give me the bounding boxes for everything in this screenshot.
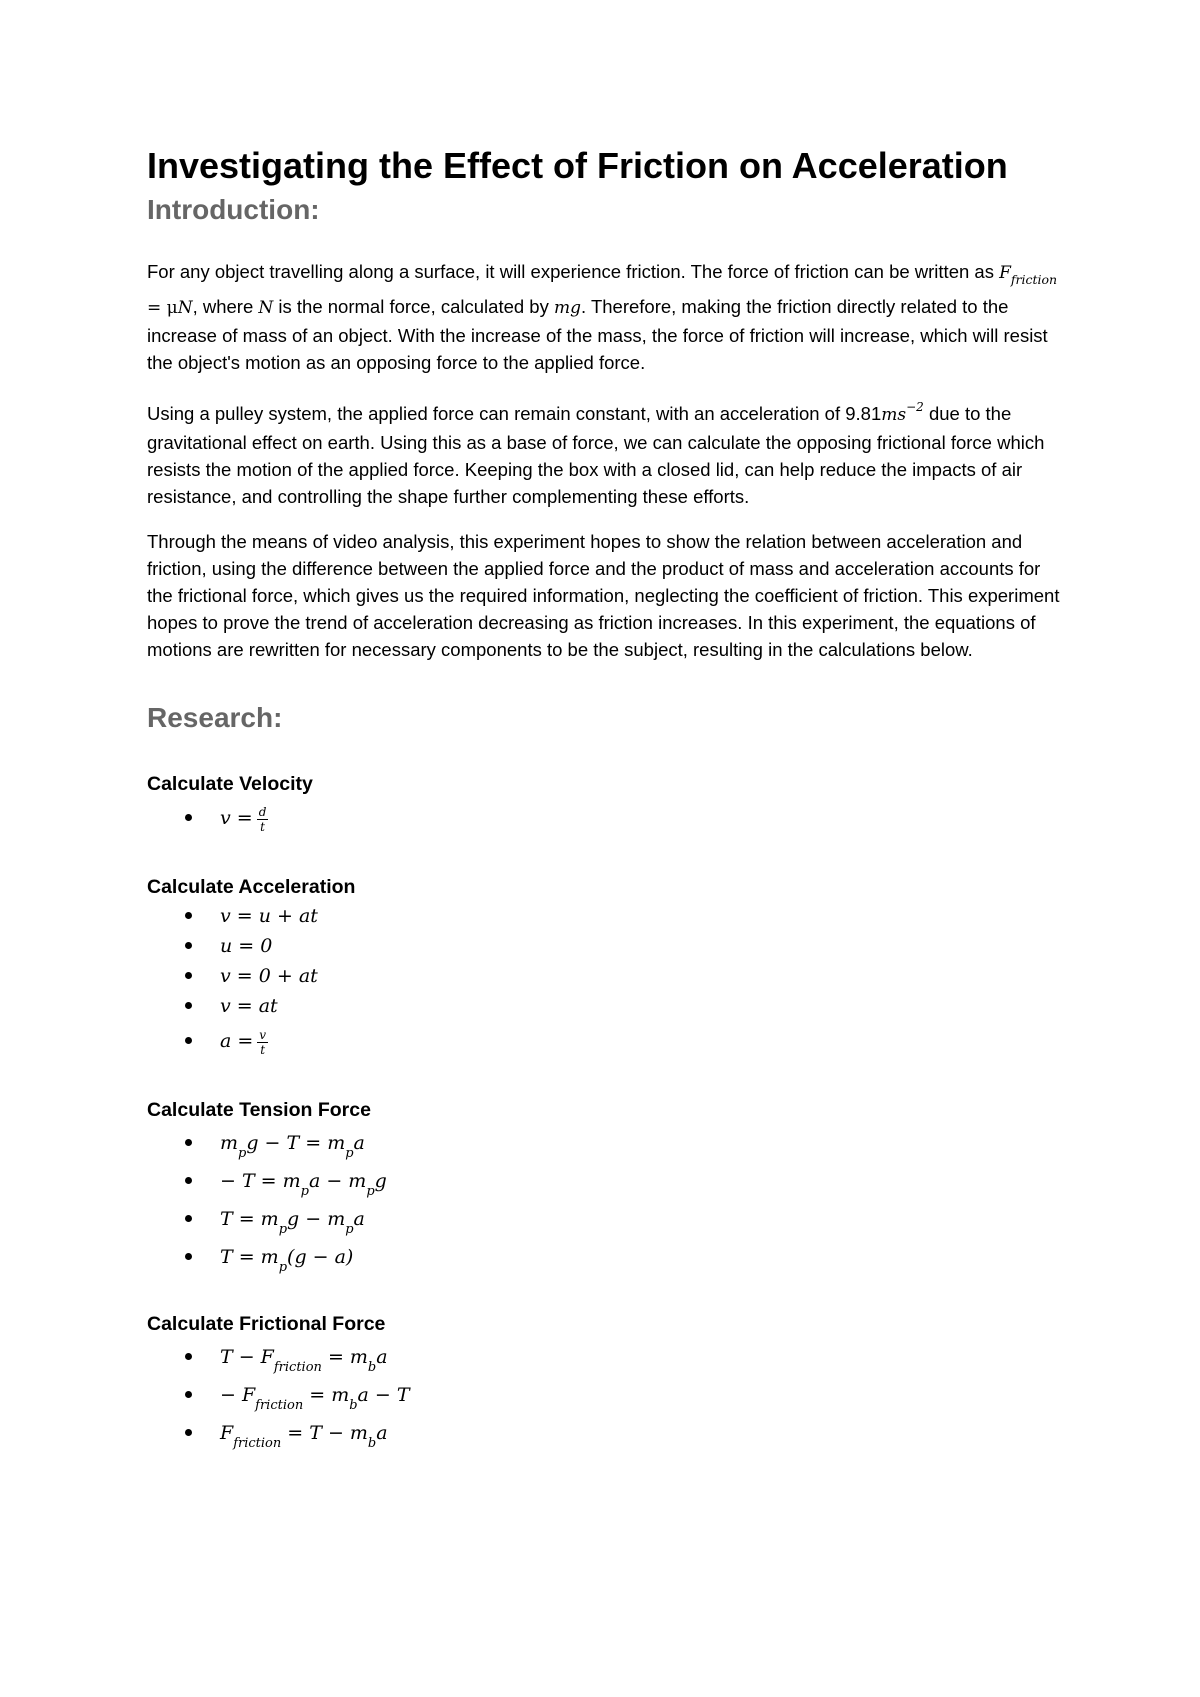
tension-equation-list — [147, 1124, 1067, 1276]
eq-part: m — [220, 1132, 239, 1154]
intro-paragraph-2 — [147, 394, 1067, 510]
eq-subscript: friction — [233, 1436, 282, 1451]
acceleration-subheading: Calculate Acceleration — [147, 876, 356, 898]
intro-p1-text-c: is the normal force, calculated by — [273, 296, 554, 317]
bullet-icon — [185, 942, 192, 949]
eq-part: a − T — [357, 1384, 410, 1406]
velocity-eq-1 — [220, 804, 268, 834]
bullet-icon — [185, 912, 192, 919]
list-item — [147, 1200, 1067, 1238]
bullet-icon — [185, 1253, 192, 1260]
tension-subheading: Calculate Tension Force — [147, 1099, 371, 1121]
eq-subscript: p — [238, 1146, 247, 1161]
document-content — [147, 140, 1067, 1452]
mg-symbol: mg — [553, 298, 581, 318]
bullet-icon — [185, 1037, 192, 1044]
eq-part: − T = m — [220, 1170, 301, 1192]
document-title: Investigating the Effect of Friction on Acceleration — [147, 145, 1008, 186]
acceleration-equation-list — [147, 901, 1067, 1061]
eq-subscript: b — [349, 1398, 358, 1413]
eq-part: T − F — [220, 1346, 274, 1368]
fraction-numerator: d — [258, 804, 267, 819]
list-item — [147, 798, 1067, 838]
normal-force-symbol-2: N — [258, 298, 274, 318]
list-item — [147, 1376, 1067, 1414]
eq-part: − F — [220, 1384, 256, 1406]
list-item — [147, 1021, 1067, 1061]
intro-paragraph-3: Through the means of video analysis, this experiment hopes to show the relation between acceleration and friction, using the difference between the applied force and the product of mass and acceleration accounts for the frictional force, which gives us the required information, neglecting the coefficient of friction. This experiment hopes to prove the trend of acceleration decreasing as friction increases. In this experiment, the equations of motions are rewritten for necessary components to be the subject, resulting in the calculations below. — [147, 531, 1060, 660]
acceleration-eq-3: v = 0 + at — [220, 965, 318, 987]
eq-subscript: p — [366, 1184, 375, 1199]
eq-part: = m — [303, 1384, 350, 1406]
eq-part: a — [376, 1422, 388, 1444]
eq-subscript: b — [367, 1436, 377, 1451]
bullet-icon — [185, 814, 192, 821]
list-item — [147, 1338, 1067, 1376]
intro-p2-text-a: Using a pulley system, the applied force can remain constant, with an acceleration of 9.81 — [147, 403, 882, 424]
bullet-icon — [185, 1002, 192, 1009]
fraction — [257, 805, 269, 834]
eq-part: g − T = m — [246, 1132, 346, 1154]
fraction — [257, 1028, 268, 1057]
eq-part: a — [376, 1346, 388, 1368]
friction-eq-3 — [220, 1422, 388, 1451]
bullet-icon — [185, 1139, 192, 1146]
list-item — [147, 1238, 1067, 1276]
eq-subscript: p — [278, 1260, 288, 1275]
fraction-denominator: t — [260, 1042, 266, 1057]
tension-eq-1 — [220, 1132, 365, 1161]
list-item — [147, 901, 1067, 931]
eq-subscript: friction — [273, 1360, 322, 1375]
eq-part: F — [220, 1422, 234, 1444]
acceleration-eq-1: v = u + at — [220, 905, 318, 927]
bullet-icon — [185, 1391, 192, 1398]
eq-part: g − m — [287, 1208, 346, 1230]
fraction-denominator: t — [260, 819, 265, 834]
intro-p1-text-d: . Therefore, making the friction directly related to the increase of mass of an object. With the increase of the mass, the force of friction will increase, which will resist the object's motion as an opposing force to the applied force. — [147, 296, 1048, 373]
friction-subheading: Calculate Frictional Force — [147, 1313, 386, 1335]
friction-equation-rest: = μ — [147, 298, 178, 318]
list-item — [147, 1414, 1067, 1452]
acceleration-eq-5 — [220, 1027, 268, 1057]
introduction-heading: Introduction: — [147, 194, 320, 225]
intro-p1-text-a: For any object travelling along a surface, it will experience friction. The force of friction can be written as — [147, 261, 1000, 282]
list-item — [147, 931, 1067, 961]
friction-equation-list — [147, 1338, 1067, 1452]
friction-eq-2 — [220, 1384, 410, 1413]
intro-paragraph-1 — [147, 258, 1067, 376]
eq-part: a — [353, 1208, 365, 1230]
acceleration-eq-5-lhs: a = — [220, 1030, 254, 1052]
friction-force-symbol: F — [999, 263, 1011, 283]
eq-part: g — [374, 1170, 387, 1192]
friction-subscript: friction — [1010, 272, 1058, 287]
eq-part: T = m — [220, 1246, 279, 1268]
list-item — [147, 991, 1067, 1021]
bullet-icon — [185, 1177, 192, 1184]
eq-part: = T − m — [281, 1422, 368, 1444]
list-item — [147, 1124, 1067, 1162]
eq-subscript: p — [345, 1146, 354, 1161]
eq-part: a − m — [308, 1170, 367, 1192]
eq-subscript: b — [367, 1360, 377, 1375]
eq-part: a — [353, 1132, 365, 1154]
normal-force-symbol: N — [177, 298, 193, 318]
bullet-icon — [185, 1215, 192, 1222]
eq-part: T = m — [220, 1208, 279, 1230]
fraction-numerator: v — [259, 1027, 267, 1042]
bullet-icon — [185, 1353, 192, 1360]
friction-eq-1 — [220, 1346, 388, 1375]
velocity-subheading: Calculate Velocity — [147, 773, 313, 795]
bullet-icon — [185, 972, 192, 979]
list-item — [147, 961, 1067, 991]
tension-eq-2 — [220, 1170, 387, 1199]
bullet-icon — [185, 1429, 192, 1436]
velocity-equation-list — [147, 798, 1067, 838]
ms-exponent: −2 — [906, 400, 924, 414]
velocity-eq-1-lhs: v = — [220, 807, 253, 829]
tension-eq-4 — [220, 1246, 354, 1275]
acceleration-eq-2: u = 0 — [220, 935, 273, 957]
eq-part: = m — [321, 1346, 368, 1368]
eq-subscript: p — [278, 1222, 288, 1237]
research-heading: Research: — [147, 702, 283, 733]
ms-unit: ms — [881, 405, 907, 425]
tension-eq-3 — [220, 1208, 365, 1237]
eq-subscript: p — [300, 1184, 309, 1199]
intro-p2-text-b: due to the gravitational effect on earth. Using this as a base of force, we can calculate the opposing frictional force which resists the motion of the applied force. Keeping the box with a closed lid, can help reduce the impacts of air resistance, and controlling the shape further complementing these efforts. — [147, 403, 1045, 507]
acceleration-eq-4: v = at — [220, 995, 278, 1017]
list-item — [147, 1162, 1067, 1200]
eq-part: (g − a) — [287, 1246, 354, 1268]
eq-subscript: friction — [255, 1398, 304, 1413]
eq-subscript: p — [345, 1222, 354, 1237]
intro-p1-text-b: , where — [192, 296, 259, 317]
